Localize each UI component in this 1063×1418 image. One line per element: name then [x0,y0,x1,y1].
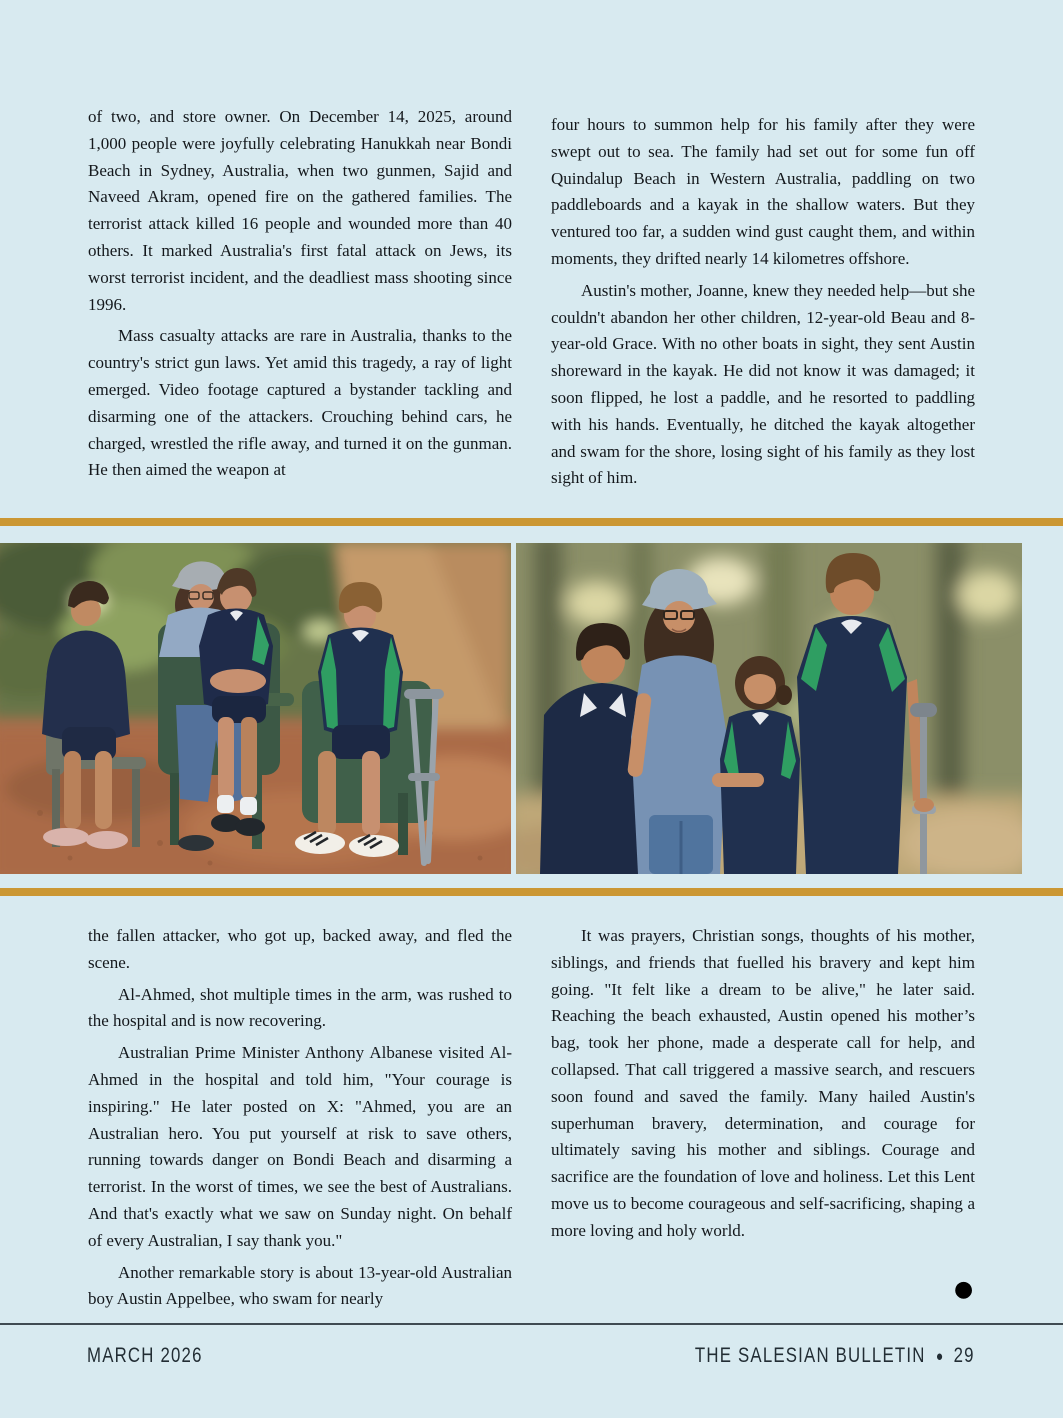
footer-issue-date: MARCH 2026 [87,1344,203,1367]
photo-standing-family [516,543,1022,874]
photo-right-illustration [516,543,1022,874]
article-column-bottom-right [551,923,975,1245]
paragraph: Austin's mother, Joanne, knew they needed help—but she couldn't abandon her other children, 12-year-old Beau and 8-year-old Grace. With no other boats in sight, they sent Austin shoreward in the kayak. He did not know it was damaged; it soon flipped, he lost a paddle, and he resorted to paddling with his hands. Eventually, he ditched the kayak altogether and swam for the shore, losing sight of his family as they lost sight of him. [551,280,975,488]
paragraph: Al-Ahmed, shot multiple times in the arm, was rushed to the hospital and is now recovering. [88,984,512,1031]
photo-seated-family [0,543,511,874]
article-end-mark: ● [954,1277,974,1302]
photo-left-illustration [0,543,511,874]
paragraph: Mass casualty attacks are rare in Australia, thanks to the country's strict gun laws. Yet amid this tragedy, a ray of light emerged. Video footage captured a bystander tackling and disarming one of the attackers. Crouching behind cars, he charged, wrestled the rifle away, and turned it on the gunman. He then aimed the weapon at [88,326,512,480]
gold-divider-top [0,518,1063,526]
article-column-bottom-left [88,923,512,1313]
gold-divider-bottom [0,888,1063,896]
paragraph: four hours to summon help for his family after they were swept out to sea. The family had set out for some fun off Quindalup Beach in Western Australia, paddling on two paddleboards and a kayak in the shallow waters. But they ventured too far, a sudden wind gust caught them, and within moments, they drifted nearly 14 kilometres offshore. [551,115,975,268]
paragraph: It was prayers, Christian songs, thoughts of his mother, siblings, and friends that fuelled his bravery and kept him going. "It felt like a dream to be alive," he later said. Reaching the beach exhausted, Austin opened his mother’s bag, took her phone, made a desperate call for help, and collapsed. That call triggered a massive search, and rescuers soon found and saved the family. Many hailed Austin's superhuman bravery, determination, and courage for ultimately saving his mother and siblings. Courage and sacrifice are the foundation of love and holiness. Let this Lent move us to become courageous and self-sacrificing, shaping a more loving and holy world. [551,926,975,1240]
article-column-top-left [88,104,512,484]
footer-publication-line [695,1344,975,1368]
paragraph: of two, and store owner. On December 14, 2025, around 1,000 people were joyfully celebrating Hanukkah near Bondi Beach in Sydney, Australia, when two gunmen, Sajid and Naveed Akram, opened fire on the gathered families. The terrorist attack killed 16 people and wounded more than 40 others. It marked Australia's first fatal attack on Jews, its worst terrorist incident, and the deadliest mass shooting since 1996. [88,107,512,314]
footer-rule [0,1323,1063,1325]
footer-page-number: 29 [953,1344,975,1367]
paragraph: Australian Prime Minister Anthony Albanese visited Al-Ahmed in the hospital and told him, "Your courage is inspiring." He later posted on X: "Ahmed, you are an Australian hero. You put yourself at risk to save others, running towards danger on Bondi Beach and disarming a terrorist. In the worst of times, we see the best of Australians. And that's exactly what we saw on Sunday night. On behalf of every Australian, I say thank you." [88,1043,512,1250]
footer-publication-title: THE SALESIAN BULLETIN [695,1344,926,1367]
article-column-top-right [551,112,975,492]
footer-bullet-icon: ● [936,1347,944,1365]
paragraph: the fallen attacker, who got up, backed away, and fled the scene. [88,926,512,972]
paragraph: Another remarkable story is about 13-year-old Australian boy Austin Appelbee, who swam for nearly [88,1262,512,1309]
